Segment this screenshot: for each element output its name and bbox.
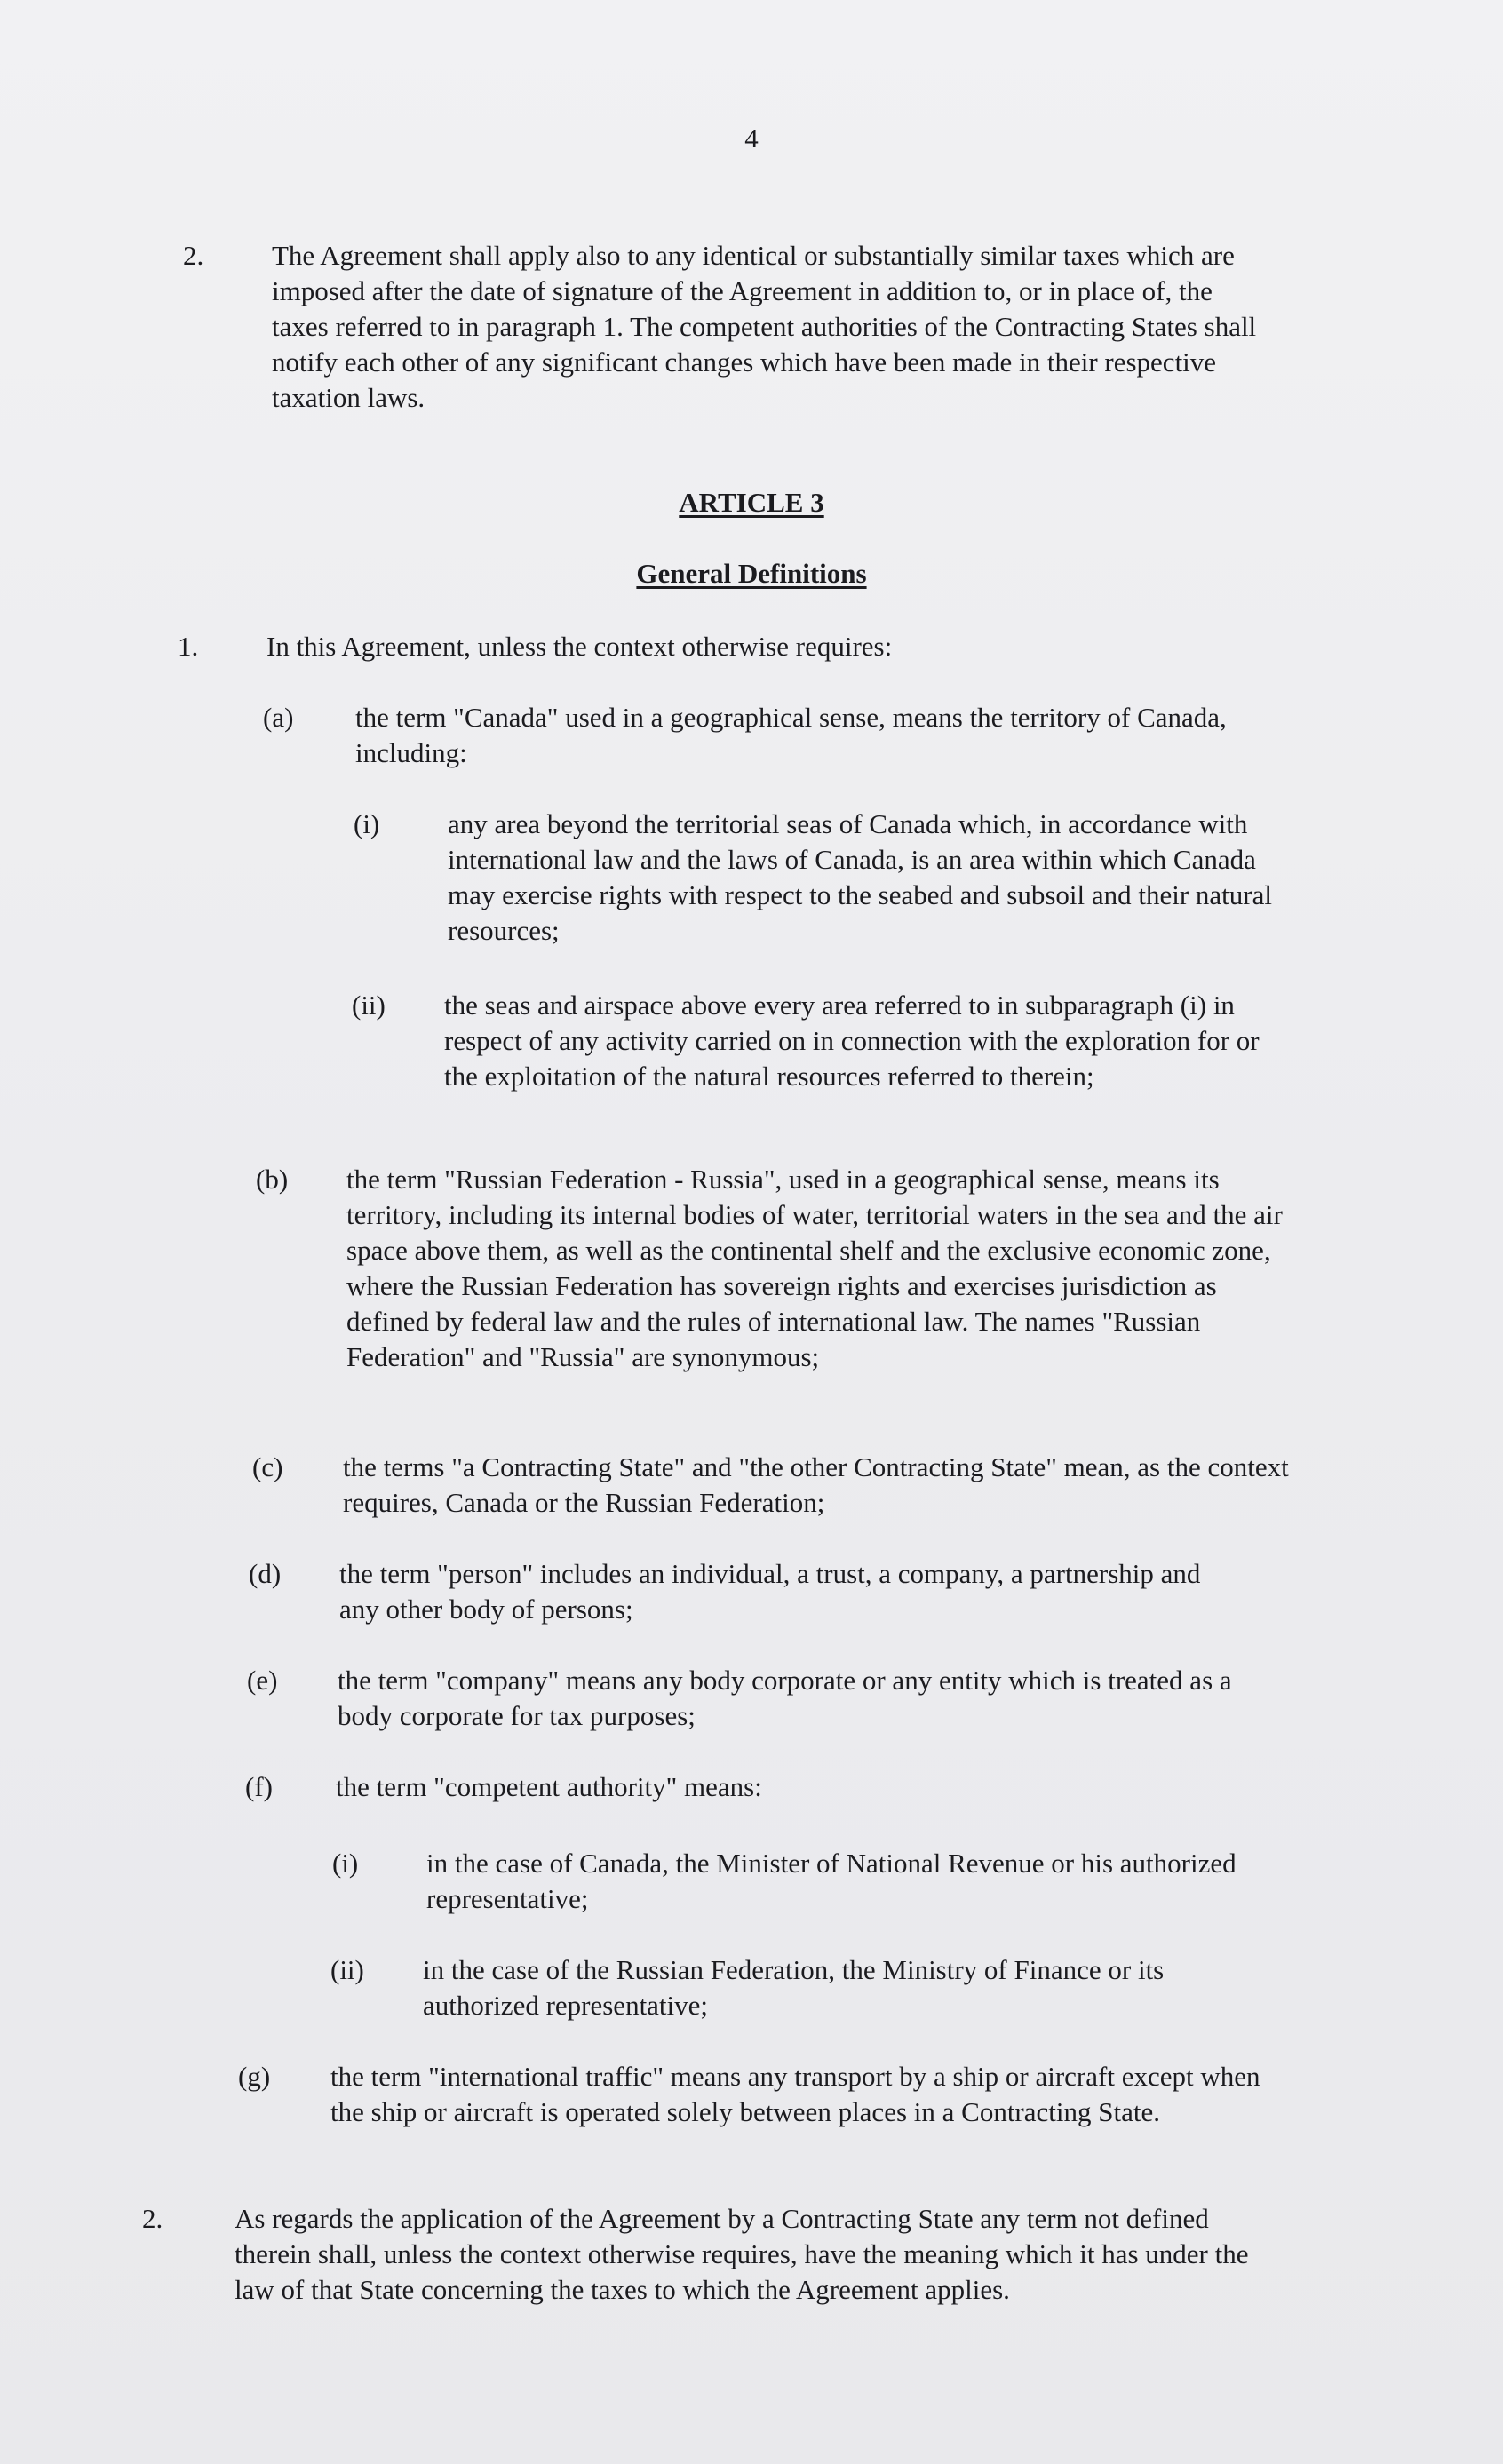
item-c-text: the terms "a Contracting State" and "the other Contracting State" mean, as the context requires, Canada or the Russian Federation; — [343, 1451, 1289, 1518]
item-a-label: (a) — [263, 702, 294, 733]
item-e-label: (e) — [247, 1665, 278, 1696]
definitions-paragraph-1-intro: In this Agreement, unless the context otherwise requires: — [266, 631, 893, 662]
item-f-i-label: (i) — [332, 1848, 359, 1879]
item-d-label: (d) — [249, 1558, 282, 1589]
item-c-label: (c) — [252, 1451, 283, 1482]
paragraph-2-text: The Agreement shall apply also to any identical or substantially similar taxes which are imposed after the date of signature of the Agreement in addition to, or in place of, the taxes referred to in paragraph 1. The competent authorities of the Contracting States shall notify each other of any significant changes which have been made in their respective taxation laws. — [272, 240, 1257, 413]
paragraph-2-number: 2. — [183, 240, 204, 271]
item-b-label: (b) — [256, 1164, 289, 1195]
item-g-label: (g) — [238, 2061, 271, 2092]
item-a-ii-label: (ii) — [352, 990, 386, 1021]
item-f-text: the term "competent authority" means: — [336, 1771, 762, 1802]
page-number: 4 — [744, 123, 759, 154]
item-f-i-text: in the case of Canada, the Minister of National Revenue or his authorized representative; — [426, 1848, 1237, 1914]
item-a-i-label: (i) — [354, 808, 380, 839]
item-a-text: the term "Canada" used in a geographical sense, means the territory of Canada, including: — [355, 702, 1227, 768]
item-g-text: the term "international traffic" means any transport by a ship or aircraft except when the ship or aircraft is operated solely between places in a Contracting State. — [330, 2061, 1260, 2127]
definitions-paragraph-1-number: 1. — [178, 631, 199, 662]
item-f-ii-text: in the case of the Russian Federation, the Ministry of Finance or its authorized representative; — [423, 1954, 1165, 2021]
item-e-text: the term "company" means any body corporate or any entity which is treated as a body corporate for tax purposes; — [338, 1665, 1232, 1731]
definitions-paragraph-2-number: 2. — [142, 2203, 163, 2234]
item-f-ii-label: (ii) — [330, 1954, 364, 1985]
article-subtitle: General Definitions — [636, 558, 867, 589]
article-title: ARTICLE 3 — [679, 487, 824, 518]
item-d-text: the term "person" includes an individual, a trust, a company, a partnership and any other body of persons; — [339, 1558, 1201, 1625]
definitions-paragraph-2-text: As regards the application of the Agreement by a Contracting State any term not defined therein shall, unless the context otherwise requires, have the meaning which it has under the law of that State concerning the taxes to which the Agreement applies. — [235, 2203, 1249, 2305]
item-b-text: the term "Russian Federation - Russia", used in a geographical sense, means its territory, including its internal bodies of water, territorial waters in the sea and the air space above them, as well as the continental shelf and the exclusive economic zone, where the Russian Federation has sovereign rights and exercises jurisdiction as defined by federal law and the rules of international law. The names "Russian Federation" and "Russia" are synonymous; — [346, 1164, 1283, 1372]
item-a-ii-text: the seas and airspace above every area referred to in subparagraph (i) in respect of any activity carried on in connection with the exploration for or the exploitation of the natural resources referred to therein; — [444, 990, 1260, 1092]
item-f-label: (f) — [245, 1771, 273, 1802]
item-a-i-text: any area beyond the territorial seas of Canada which, in accordance with international law and the laws of Canada, is an area within which Canada may exercise rights with respect to the seabed and subsoil and their natural resources; — [448, 808, 1272, 946]
